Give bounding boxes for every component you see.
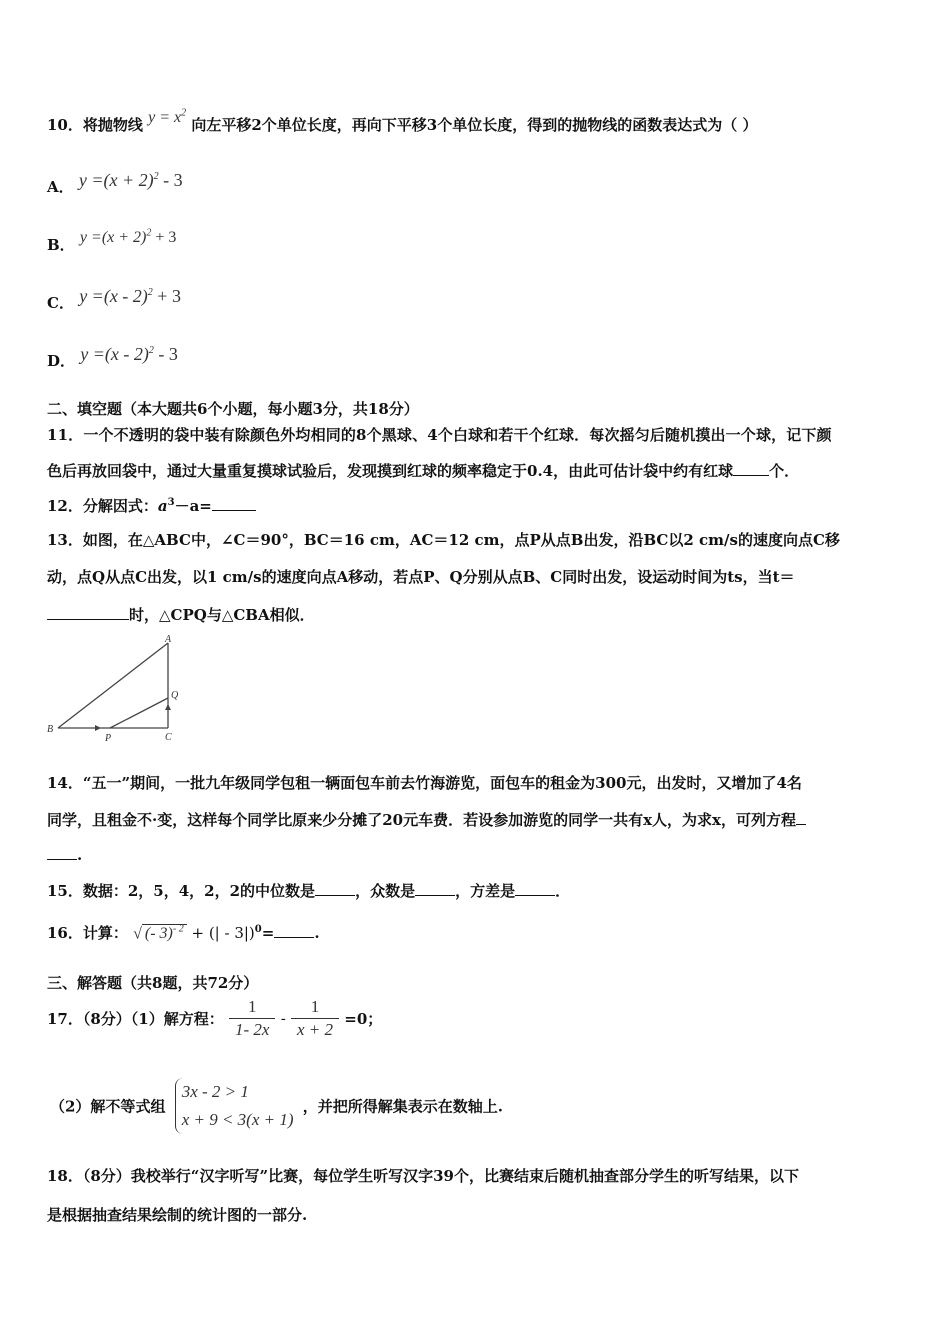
q10-option-b[interactable]: B． $y =(x + 2)^2 + 3$: [47, 227, 177, 254]
q15-mode-blank[interactable]: [415, 881, 455, 896]
q15: 15．数据：2，5，4，2，2的中位数是 ，众数是 ，方差是 ．: [47, 882, 571, 900]
q16-radical: √ (- 3)$^{- 2}$: [133, 924, 187, 943]
q11-answer-blank[interactable]: [733, 461, 769, 476]
q10-formula: $y = x^2$: [148, 107, 187, 126]
q12-answer-blank[interactable]: [212, 496, 256, 511]
q10-option-d[interactable]: D． y =(x - 2)$^2$ - 3: [47, 344, 178, 370]
q15-median-blank[interactable]: [315, 881, 355, 896]
q12: 12．分解因式：$a^3-a=$: [47, 495, 256, 516]
q17-fraction-1: $\frac{1}{1- 2x}$: [229, 996, 275, 1041]
q14-answer-blank[interactable]: [47, 845, 77, 860]
q11-line1: 11．一个不透明的袋中装有除颜色外均相同的8个黑球、4个白球和若干个红球．每次摇匀后随机摸出一个球，记下颜: [47, 426, 832, 444]
q16-answer-blank[interactable]: [274, 923, 314, 938]
q13-answer-blank[interactable]: [47, 605, 129, 620]
q11-line2: 色后再放回袋中，通过大量重复摸球试验后，发现摸到红球的频率稳定于0.4，由此可估计袋中约有红球 个．: [47, 462, 800, 480]
section-3-heading: 三、解答题（共8题，共72分）: [47, 974, 259, 992]
q18-line1: 18．（8分）我校举行“汉字听写”比赛，每位学生听写汉字39个，比赛结束后随机抽查部分学生的听写结果，以下: [47, 1167, 799, 1185]
vertex-label-a: A: [165, 634, 172, 645]
vertex-label-q: Q: [171, 690, 179, 701]
q17-part2: （2）解不等式组 3x - 2 > 1 x + 9 < 3(x + 1) ，并把所得解集表示在数轴上.: [50, 1078, 503, 1134]
q13-line1: 13．如图，在△ABC中，∠C＝90°，BC＝16 cm，AC＝12 cm，点P从点B出发，沿BC以2 cm/s的速度向点C移: [47, 531, 840, 549]
triangle-figure: [40, 630, 200, 748]
q17-fraction-2: $\frac{1}{x + 2}$: [291, 996, 339, 1041]
vertex-label-b: B: [47, 724, 54, 735]
q18-line2: 是根据抽查结果绘制的统计图的一部分.: [47, 1206, 308, 1224]
q17-inequality-system: 3x - 2 > 1 x + 9 < 3(x + 1): [175, 1078, 294, 1134]
q14-line3: .: [47, 845, 82, 864]
q14-line1: 14．“五一”期间，一批九年级同学包租一辆面包车前去竹海游览，面包车的租金为300元，出发时，又增加了4名: [47, 774, 802, 792]
q17-part1: 17．（8分）（1）解方程： $\frac{1}{1- 2x}$ - $\frac{1}{x + 2}$ =0；: [47, 997, 383, 1039]
q10-option-a[interactable]: A． $y =(x + 2)^2 - 3$: [47, 170, 183, 196]
q10-option-c[interactable]: C． y =(x - 2)$^2$ + 3: [47, 286, 181, 312]
section-2-heading: 二、填空题（本大题共6个小题，每小题3分，共18分）: [47, 400, 419, 418]
q10-stem: 10．将抛物线 $y = x^2$ 向左平移2个单位长度，再向下平移3个单位长度，得到的抛物线的函数表达式为（ ）: [47, 107, 758, 134]
q16: 16．计算： √ (- 3)$^{- 2}$ + (| - 3|)$^0$= .: [47, 923, 320, 942]
vertex-label-p: P: [105, 733, 112, 744]
q13-line2: 动，点Q从点C出发，以1 cm/s的速度向点A移动，若点P、Q分别从点B、C同时出发，设运动时间为ts，当t＝: [47, 568, 795, 586]
vertex-label-c: C: [165, 732, 172, 743]
q15-variance-blank[interactable]: [515, 881, 555, 896]
q13-line3: 时，△CPQ与△CBA相似．: [47, 604, 315, 625]
q14-line2: 同学，且租金不·变，这样每个同学比原来少分摊了20元车费．若设参加游览的同学一共有x人，为求x，可列方程: [47, 809, 806, 830]
